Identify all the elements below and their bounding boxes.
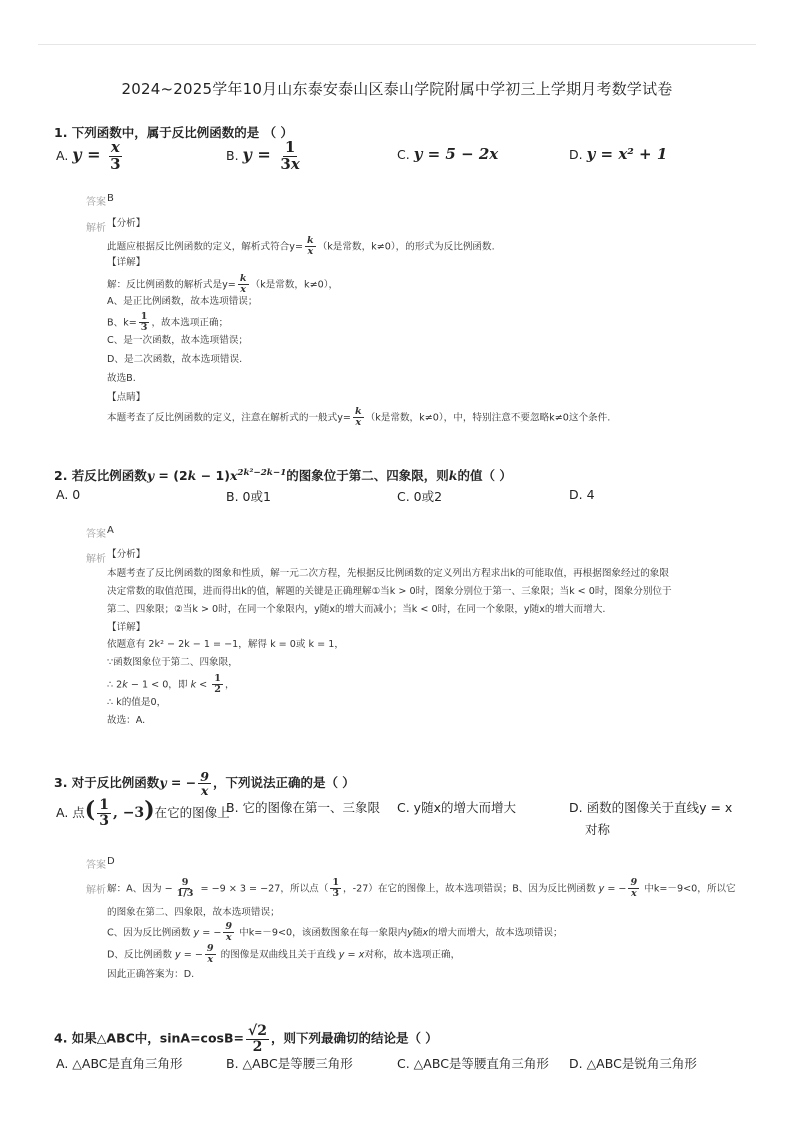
q4-option-c[interactable]: C. △ABC是等腰直角三角形 [397,1056,549,1071]
q1-exp-line-4: 解：反比例函数的解析式是y= $\frac{k}{x}$ （k是常数，k≠0）， [107,273,339,296]
q2-answer: A [107,525,114,536]
q3-option-d[interactable] [569,798,732,838]
q3-exp-line-4: D、反比例函数 y = − $\frac{9}{x}$ 的图像是双曲线且关于直线 y = x对称，故本选项正确， [107,943,461,966]
q1-exp-line-5: A、是正比例函数，故本选项错误； [107,296,258,307]
q4-option-b[interactable]: B. △ABC是等腰三角形 [226,1056,353,1071]
q3-option-b[interactable]: B. 它的图像在第一、三象限 [226,800,381,815]
q3-exp-line-1: 解：A、因为 − $\frac{9}{1/3}$ = −9 × 3 = −27，所以点（ $\frac{1}{3}$ ，-27）在它的图像上，故本选项错误；B、因为反比例函数 y = − $\frac{9}{x}$ 中k=－9<0，所以它 [107,877,736,900]
q3-option-d-line1: D. 函数的图像关于直线y = x [569,800,733,815]
q1-exp-line-6: B、k= $\frac{1}{3}$ ，故本选项正确； [107,311,229,334]
q2-stem: 2. 若反比例函数$y = (2k - 1)x^{2k^2-2k-1}$的图象位于第二、四象限，则k的值（ ） [54,467,512,483]
q3-analysis-label: 解析 [86,885,106,896]
q1-exp-line-3: 【详解】 [107,257,146,268]
q2-exp-line-2: 本题考查了反比例函数的图象和性质，解一元二次方程，先根据反比例函数的定义列出方程求出k的可能取值，再根据图象经过的象限 [107,568,669,579]
q2-exp-line-1: 【分析】 [107,549,146,560]
q2-exp-line-5: 【详解】 [107,622,146,633]
q1-exp-line-1: 【分析】 [107,218,146,229]
q1-exp-line-7: C、是一次函数，故本选项错误； [107,335,249,346]
q2-answer-label: 答案 [86,529,106,540]
q1-stem: 1. 下列函数中，属于反比例函数的是 （ ） [54,125,294,140]
q1-option-d[interactable] [569,145,667,163]
q3-option-a[interactable]: A. 点( $\frac{1}{3}$ , −3)在它的图像上 [56,797,230,829]
q1-exp-line-2: 此题应根据反比例函数的定义，解析式符合y= $\frac{k}{x}$ （k是常数，k≠0），的形式为反比例函数. [107,235,495,258]
q1-answer-label: 答案 [86,197,106,208]
q3-option-c[interactable]: C. y随x的增大而增大 [397,800,516,815]
q1-option-a-prefix: A. [56,147,69,163]
q1-option-b[interactable]: B. y = $\frac{1}{3x}$ [226,138,300,173]
q1-option-c-prefix: C. [397,147,410,162]
q1-option-d-prefix: D. [569,147,583,162]
q1-option-d-formula: y = x² + 1 [586,145,668,163]
q1-exp-line-11: 本题考查了反比例函数的定义，注意在解析式的一般式y= $\frac{k}{x}$ （k是常数，k≠0），中，特别注意不要忽略k≠0这个条件. [107,406,611,429]
q1-option-a[interactable]: A. y = $\frac{x}{3}$ [56,138,121,173]
q3-exp-line-3: C、因为反比例函数 y = − $\frac{9}{x}$ 中k=－9<0，该函数图象在每一象限内y随x的增大而增大，故本选项错误； [107,921,563,944]
q4-stem: 4. 如果△ABC中，sinA=cosB= $\frac{√2}{2}$ ，则下列最确切的结论是（ ） [54,1023,438,1055]
q1-option-c[interactable] [397,145,498,163]
q3-answer-label: 答案 [86,860,106,871]
q2-option-d[interactable]: D. 4 [569,487,595,502]
q2-option-a[interactable]: A. 0 [56,487,81,502]
q1-answer: B [107,193,114,204]
q4-option-a[interactable]: A. △ABC是直角三角形 [56,1056,183,1071]
q3-exp-line-2: 的图象在第二、四象限，故本选项错误； [107,907,280,918]
q2-exp-line-7: ∵函数图象位于第二、四象限， [107,657,238,668]
q2-exp-line-10: 故选：A. [107,715,146,726]
q2-exp-line-4: 第二、四象限；②当k > 0时，在同一个象限内，y随x的增大而减小；当k < 0时，在同一个象限，y随x的增大而增大. [107,604,606,615]
page-title: 2024~2025学年10月山东泰安泰山区泰山学院附属中学初三上学期月考数学试卷 [121,80,673,98]
q2-exp-line-3: 决定常数的取值范围，进而得出k的值，解题的关键是正确理解①当k > 0时，图象分别位于第一、三象限；当k < 0时，图象分别位于 [107,586,672,597]
q2-exp-line-6: 依题意有 2k² − 2k − 1 = −1，解得 k = 0或 k = 1， [107,639,344,650]
q2-exp-line-8: ∴ 2k − 1 < 0，即 k < $\frac{1}{2}$ ， [107,673,235,696]
q1-option-c-formula: y = 5 − 2x [413,145,499,163]
q3-answer: D [107,856,115,867]
q4-option-d[interactable]: D. △ABC是锐角三角形 [569,1056,697,1071]
q2-exp-line-9: ∴ k的值是0， [107,697,167,708]
q2-analysis-label: 解析 [86,554,106,565]
page-top-rule [38,44,756,45]
q3-option-d-line2: 对称 [585,822,611,837]
q1-option-b-prefix: B. [226,147,239,163]
q2-option-c[interactable]: C. 0或2 [397,489,443,504]
q3-stem: 3. 对于反比例函数y = − $\frac{9}{x}$ ，下列说法正确的是（ ） [54,769,355,799]
q2-option-b[interactable]: B. 0或1 [226,489,271,504]
q3-exp-line-5: 因此正确答案为：D. [107,969,195,980]
q1-exp-line-10: 【点睛】 [107,392,146,403]
q1-exp-line-8: D、是二次函数，故本选项错误. [107,354,243,365]
q1-exp-line-9: 故选B. [107,373,136,384]
q1-analysis-label: 解析 [86,223,106,234]
